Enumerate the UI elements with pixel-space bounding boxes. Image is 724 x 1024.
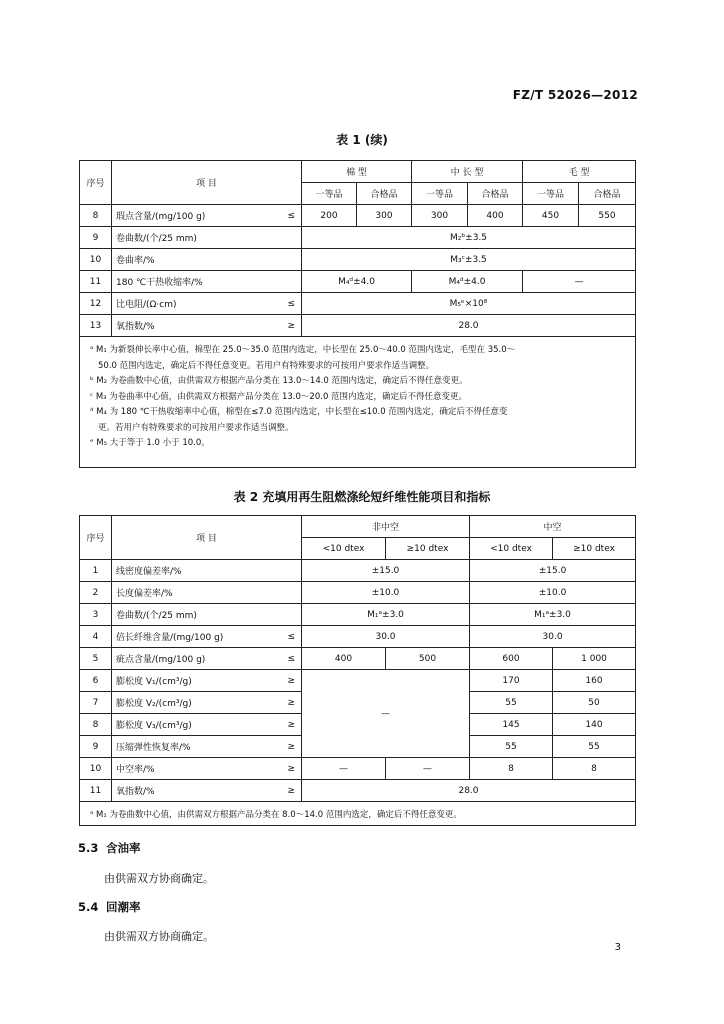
- table2-head-group-solid: 非中空: [302, 516, 470, 538]
- table2: [79, 515, 636, 826]
- row-symbol: [282, 227, 302, 249]
- cell-value-merged: —: [302, 670, 470, 758]
- table1-caption: 表 1 (续): [336, 133, 388, 147]
- cell-value: 55: [470, 692, 553, 714]
- table1-note: ᵈ M₄ 为 180 ℃干热收缩率中心值，棉型在≤7.0 范围内选定，中长型在≤10.0 范围内选定，确定后不得任意变: [90, 407, 508, 417]
- section-5-3-text: 由供需双方协商确定。: [104, 872, 214, 885]
- row-no: 5: [80, 648, 112, 670]
- row-symbol: ≥: [282, 670, 302, 692]
- row-symbol: ≤: [282, 205, 302, 227]
- table1-head-group-midlength: 中 长 型: [412, 161, 523, 183]
- row-symbol: ≤: [282, 648, 302, 670]
- row-symbol: [282, 249, 302, 271]
- table1-head-grade: 一等品: [412, 183, 468, 205]
- row-no: 13: [80, 315, 112, 337]
- cell-value: 300: [357, 205, 412, 227]
- table2-note: ᵃ M₁ 为卷曲数中心值，由供需双方根据产品分类在 8.0～14.0 范围内选定，确定后不得任意变更。: [80, 802, 636, 826]
- cell-value: M₁ᵃ±3.0: [470, 604, 636, 626]
- table1-note: ᵉ M₅ 大于等于 1.0 小于 10.0。: [90, 438, 210, 448]
- cell-value: M₁ᵃ±3.0: [302, 604, 470, 626]
- cell-value: 140: [553, 714, 636, 736]
- table-row: [80, 560, 636, 582]
- row-item: 线密度偏差率/%: [112, 560, 282, 582]
- cell-value: ±15.0: [302, 560, 470, 582]
- cell-value: 30.0: [470, 626, 636, 648]
- section-title: 含油率: [106, 841, 141, 855]
- cell-value: 30.0: [302, 626, 470, 648]
- table1-head-grade: 一等品: [302, 183, 357, 205]
- row-no: 7: [80, 692, 112, 714]
- row-symbol: [282, 271, 302, 293]
- table2-head-item: 项 目: [112, 516, 302, 560]
- row-symbol: ≥: [282, 780, 302, 802]
- row-item: 倍长纤维含量/(mg/100 g): [112, 626, 282, 648]
- row-no: 8: [80, 205, 112, 227]
- table1: [79, 160, 636, 468]
- table-row: [80, 293, 636, 315]
- table-row: [80, 205, 636, 227]
- row-item: 长度偏差率/%: [112, 582, 282, 604]
- cell-value: 8: [470, 758, 553, 780]
- cell-value: M₂ᵇ±3.5: [302, 227, 636, 249]
- cell-value: 550: [579, 205, 636, 227]
- table1-head-grade: 合格品: [357, 183, 412, 205]
- table1-head-grade: 合格品: [468, 183, 523, 205]
- row-no: 12: [80, 293, 112, 315]
- table1-head-grade: 合格品: [579, 183, 636, 205]
- cell-value: 400: [468, 205, 523, 227]
- table2-head-sub: ≥10 dtex: [386, 538, 470, 560]
- table-row: [80, 626, 636, 648]
- table1-notes: [80, 337, 636, 468]
- section-number: 5.4: [78, 900, 99, 914]
- row-item: 氧指数/%: [112, 315, 282, 337]
- row-symbol: ≥: [282, 736, 302, 758]
- cell-value: M₅ᵉ×10⁸: [302, 293, 636, 315]
- table-row: [80, 604, 636, 626]
- table-row: [80, 271, 636, 293]
- table1-note: ᵇ M₂ 为卷曲数中心值，由供需双方根据产品分类在 13.0～14.0 范围内选定，确定后不得任意变更。: [90, 376, 468, 386]
- section-title: 回潮率: [106, 900, 141, 914]
- table-row: [80, 227, 636, 249]
- table1-note: 50.0 范围内选定，确定后不得任意变更。若用户有特殊要求的可按用户要求作适当调整。: [98, 360, 435, 371]
- row-item: 卷曲率/%: [112, 249, 282, 271]
- row-symbol: ≥: [282, 692, 302, 714]
- cell-value: 600: [470, 648, 553, 670]
- table-row: [80, 315, 636, 337]
- row-symbol: ≥: [282, 714, 302, 736]
- table1-note: ᶜ M₃ 为卷曲率中心值，由供需双方根据产品分类在 13.0～20.0 范围内选定，确定后不得任意变更。: [90, 391, 468, 402]
- table1-head-item: 项 目: [112, 161, 302, 205]
- cell-value: 300: [412, 205, 468, 227]
- standard-code: FZ/T 52026—2012: [512, 88, 638, 102]
- row-item: 疵点含量/(mg/100 g): [112, 648, 282, 670]
- table2-head-sub: <10 dtex: [470, 538, 553, 560]
- row-symbol: ≤: [282, 293, 302, 315]
- cell-value: 28.0: [302, 780, 636, 802]
- cell-value: —: [386, 758, 470, 780]
- table1-head-group-cotton: 棉 型: [302, 161, 412, 183]
- row-item: 膨松度 V₃/(cm³/g): [112, 714, 282, 736]
- row-no: 10: [80, 249, 112, 271]
- cell-value: 28.0: [302, 315, 636, 337]
- row-no: 2: [80, 582, 112, 604]
- row-item: 膨松度 V₂/(cm³/g): [112, 692, 282, 714]
- row-symbol: [282, 560, 302, 582]
- table1-note: ᵃ M₁ 为新裂伸长率中心值，棉型在 25.0～35.0 范围内选定，中长型在 25.0～40.0 范围内选定，毛型在 35.0～: [90, 345, 516, 355]
- cell-value: 170: [470, 670, 553, 692]
- cell-value: 200: [302, 205, 357, 227]
- table1-head-grade: 一等品: [523, 183, 579, 205]
- row-symbol: [282, 582, 302, 604]
- cell-value: 55: [470, 736, 553, 758]
- row-item: 氧指数/%: [112, 780, 282, 802]
- row-no: 3: [80, 604, 112, 626]
- row-symbol: ≥: [282, 758, 302, 780]
- cell-value: ±10.0: [302, 582, 470, 604]
- table-row: [80, 249, 636, 271]
- row-symbol: [282, 604, 302, 626]
- row-symbol: ≤: [282, 626, 302, 648]
- row-no: 4: [80, 626, 112, 648]
- cell-value: 55: [553, 736, 636, 758]
- table-row: [80, 758, 636, 780]
- table2-head-sub: ≥10 dtex: [553, 538, 636, 560]
- row-item: 180 ℃干热收缩率/%: [112, 271, 282, 293]
- row-item: 卷曲数/(个/25 mm): [112, 604, 282, 626]
- table1-head-group-wool: 毛 型: [523, 161, 636, 183]
- row-no: 8: [80, 714, 112, 736]
- cell-value: 400: [302, 648, 386, 670]
- cell-value: 145: [470, 714, 553, 736]
- table-row: [80, 582, 636, 604]
- row-item: 瑕点含量/(mg/100 g): [112, 205, 282, 227]
- cell-value: M₃ᶜ±3.5: [302, 249, 636, 271]
- cell-value: 500: [386, 648, 470, 670]
- cell-value: 160: [553, 670, 636, 692]
- table2-head-sub: <10 dtex: [302, 538, 386, 560]
- table2-caption: 表 2 充填用再生阻燃涤纶短纤维性能项目和指标: [233, 490, 491, 504]
- page-number: 3: [614, 942, 621, 953]
- cell-value: —: [302, 758, 386, 780]
- row-no: 10: [80, 758, 112, 780]
- row-item: 比电阻/(Ω·cm): [112, 293, 282, 315]
- cell-value: 450: [523, 205, 579, 227]
- cell-value: ±10.0: [470, 582, 636, 604]
- section-number: 5.3: [78, 841, 99, 855]
- cell-value: 8: [553, 758, 636, 780]
- row-symbol: ≥: [282, 315, 302, 337]
- row-no: 11: [80, 271, 112, 293]
- table1-head-no: 序号: [80, 161, 112, 205]
- row-no: 9: [80, 736, 112, 758]
- table-row: [80, 648, 636, 670]
- row-no: 1: [80, 560, 112, 582]
- row-no: 6: [80, 670, 112, 692]
- table-row: [80, 780, 636, 802]
- row-item: 中空率/%: [112, 758, 282, 780]
- row-no: 11: [80, 780, 112, 802]
- row-item: 膨松度 V₁/(cm³/g): [112, 670, 282, 692]
- table-row: [80, 670, 636, 692]
- cell-value: —: [523, 271, 636, 293]
- row-no: 9: [80, 227, 112, 249]
- section-5-3-heading: [78, 840, 141, 856]
- cell-value: 50: [553, 692, 636, 714]
- cell-value: ±15.0: [470, 560, 636, 582]
- table2-head-group-hollow: 中空: [470, 516, 636, 538]
- cell-value: M₄ᵈ±4.0: [412, 271, 523, 293]
- table1-note: 更。若用户有特殊要求的可按用户要求作适当调整。: [98, 422, 294, 433]
- row-item: 卷曲数/(个/25 mm): [112, 227, 282, 249]
- section-5-4-text: 由供需双方协商确定。: [104, 930, 214, 943]
- cell-value: M₄ᵈ±4.0: [302, 271, 412, 293]
- table2-head-no: 序号: [80, 516, 112, 560]
- row-item: 压缩弹性恢复率/%: [112, 736, 282, 758]
- section-5-4-heading: [78, 899, 141, 915]
- cell-value: 1 000: [553, 648, 636, 670]
